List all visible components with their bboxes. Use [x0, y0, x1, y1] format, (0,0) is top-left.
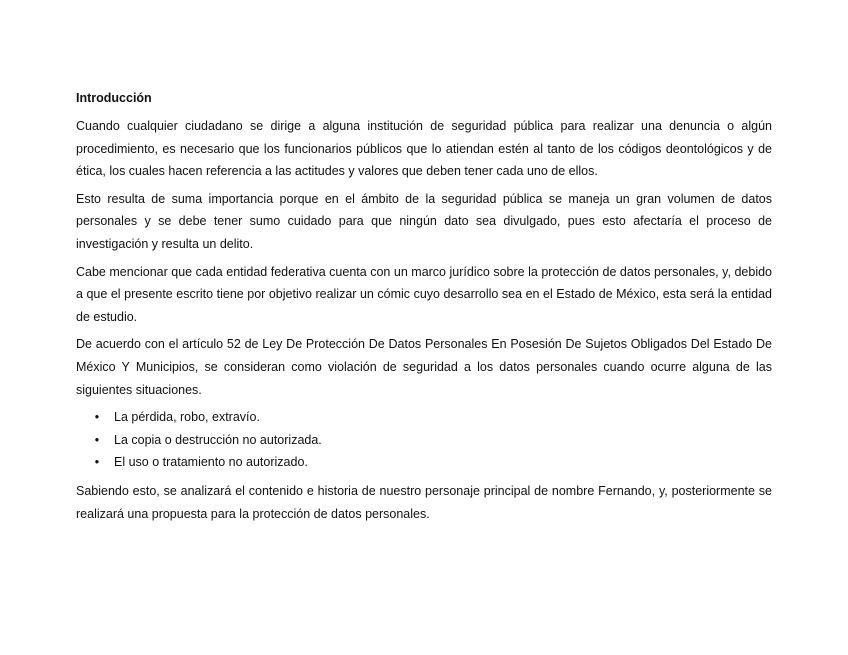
list-item-text: La pérdida, robo, extravío. — [114, 410, 260, 425]
document-page — [76, 90, 772, 530]
bullet-icon: • — [94, 432, 100, 447]
list-item — [76, 451, 772, 474]
list-item-text: La copia o destrucción no autorizada. — [114, 432, 322, 447]
paragraph-2: Esto resulta de suma importancia porque en el ámbito de la seguridad pública se maneja un gran volumen de datos personales y se debe tener sumo cuidado para que ningún dato sea divulgado, pues esto afectaría el proceso de investigación y resulta un delito. — [76, 191, 772, 251]
bullet-icon: • — [94, 455, 100, 470]
closing-paragraph: Sabiendo esto, se analizará el contenido e historia de nuestro personaje principal de nombre Fernando, y, posteriormente se realizará una propuesta para la protección de datos personales. — [76, 483, 772, 521]
list-item-text: El uso o tratamiento no autorizado. — [114, 455, 308, 470]
list-item — [76, 429, 772, 452]
list-item — [76, 406, 772, 429]
bullet-list — [76, 406, 772, 474]
section-heading: Introducción — [76, 91, 152, 105]
paragraph-1: Cuando cualquier ciudadano se dirige a alguna institución de seguridad pública para realizar una denuncia o algún procedimiento, es necesario que los funcionarios públicos que lo atiendan estén al tanto de los códigos deontológicos y de ética, los cuales hacen referencia a las actitudes y valores que deben tener cada uno de ellos. — [76, 119, 772, 179]
bullet-icon: • — [94, 410, 100, 425]
paragraph-4: De acuerdo con el artículo 52 de Ley De Protección De Datos Personales En Posesión De Sujetos Obligados Del Estado De México Y Municipios, se consideran como violación de seguridad a los datos personales cuando ocurre alguna de las siguientes situaciones. — [76, 337, 772, 397]
paragraph-3: Cabe mencionar que cada entidad federativa cuenta con un marco jurídico sobre la protección de datos personales, y, debido a que el presente escrito tiene por objetivo realizar un cómic cuyo desarrollo sea en el Estado de México, esta será la entidad de estudio. — [76, 264, 772, 324]
